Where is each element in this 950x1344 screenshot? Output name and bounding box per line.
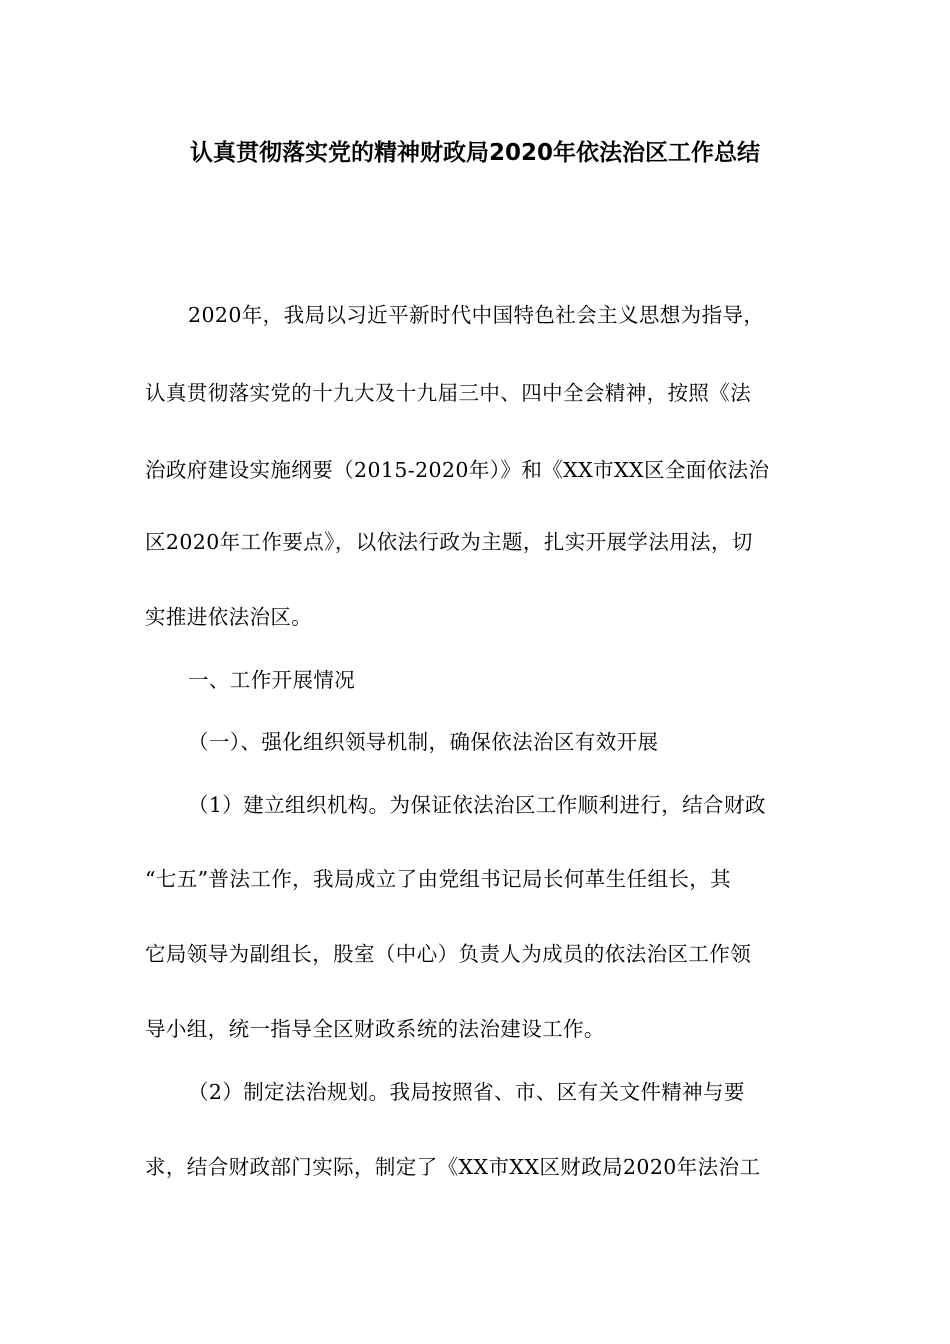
paragraph-line: 治政府建设实施纲要（2015-2020年）》和《XX市XX区全面依法治 — [145, 458, 770, 482]
paragraph-line: 求，结合财政部门实际，制定了《XX市XX区财政局2020年法治工 — [145, 1155, 761, 1179]
paragraph-line: 2020年，我局以习近平新时代中国特色社会主义思想为指导， — [188, 303, 765, 327]
paragraph-line: 实推进依法治区。 — [145, 605, 313, 629]
subsection-heading: （一）、强化组织领导机制，确保依法治区有效开展 — [188, 730, 659, 754]
paragraph-line: （2）制定法治规划。我局按照省、市、区有关文件精神与要 — [188, 1080, 745, 1104]
paragraph-line: 导小组，统一指导全区财政系统的法治建设工作。 — [145, 1017, 605, 1041]
paragraph-line: 它局领导为副组长，股室（中心）负责人为成员的依法治区工作领 — [145, 942, 752, 966]
paragraph-line: （1）建立组织机构。为保证依法治区工作顺利进行，结合财政 — [188, 793, 766, 817]
paragraph-line: 区2020年工作要点》，以依法行政为主题，扎实开展学法用法，切 — [145, 530, 753, 554]
paragraph-line: “七五”普法工作，我局成立了由党组书记局长何革生任组长，其 — [145, 867, 732, 891]
paragraph-line: 认真贯彻落实党的十九大及十九届三中、四中全会精神，按照《法 — [145, 381, 752, 405]
section-heading: 一、工作开展情况 — [188, 668, 356, 692]
document-title: 认真贯彻落实党的精神财政局2020年依法治区工作总结 — [189, 140, 760, 166]
